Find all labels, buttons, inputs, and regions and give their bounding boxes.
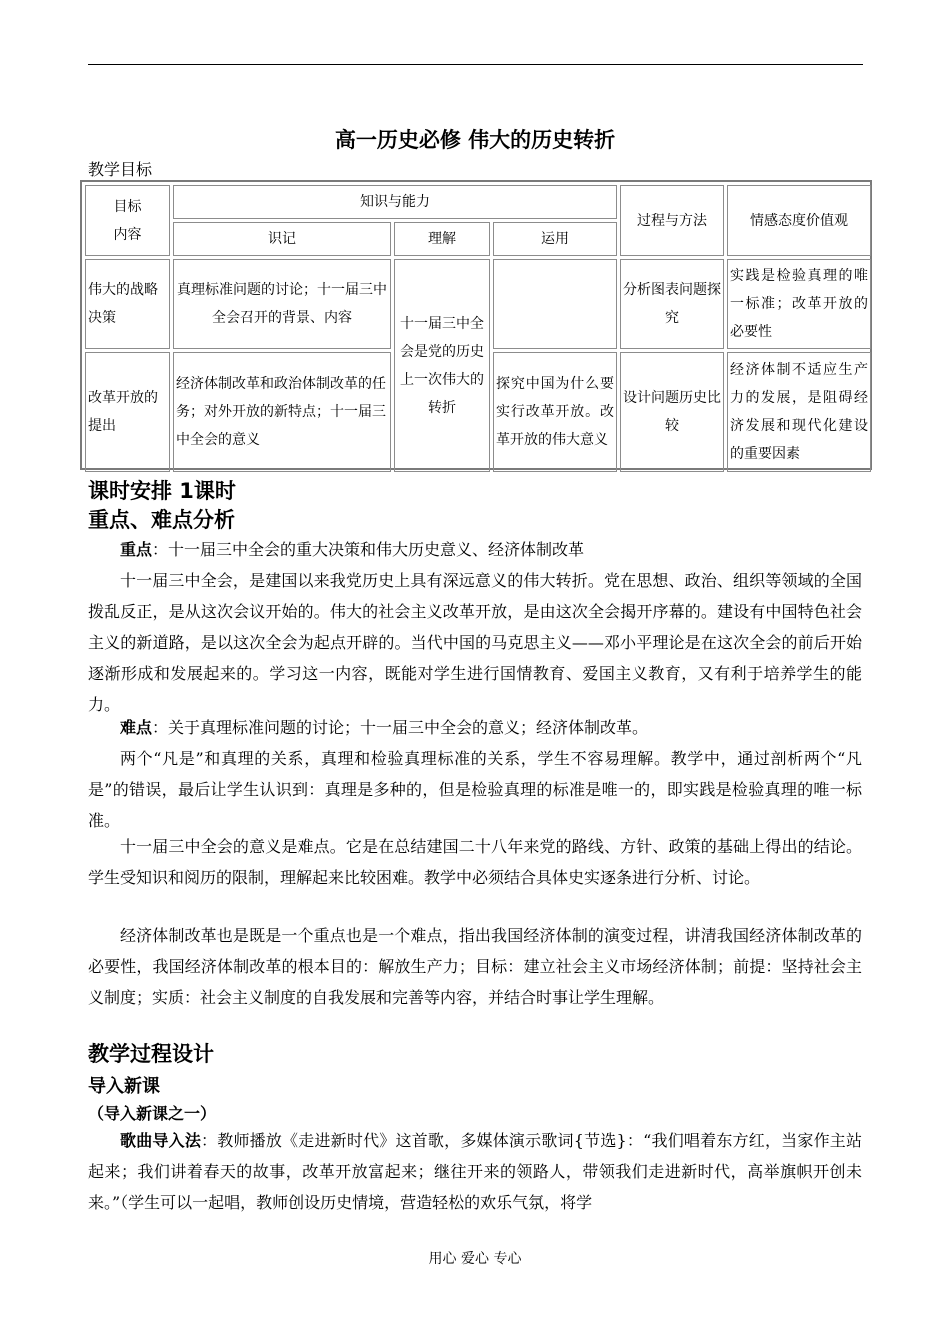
- understand-merged: 十一届三中全会是党的历史上一次伟大的转折: [394, 259, 490, 472]
- heading-intro: 导入新课: [88, 1076, 160, 1097]
- song-label: 歌曲导入法: [120, 1131, 202, 1150]
- focus-text: ：十一届三中全会的重大决策和伟大历史意义、经济体制改革: [152, 540, 585, 559]
- row1-emotion: 实践是检验真理的唯一标准；改革开放的必要性: [727, 259, 871, 349]
- row2-emotion: 经济体制不适应生产力的发展，是阻碍经济发展和现代化建设的重要因素: [727, 352, 871, 472]
- paragraph-4: 经济体制改革也是既是一个重点也是一个难点，指出我国经济体制的演变过程，讲清我国经济体制改革的必要性，我国经济体制改革的根本目的：解放生产力；目标：建立社会主义市场经济体制；前提：坚持社会主义制度；实质：社会主义制度的自我发展和完善等内容，并结合时事让学生理解。: [88, 926, 862, 1007]
- table-caption: 教学目标: [88, 160, 153, 179]
- paragraph-3: 十一届三中全会的意义是难点。它是在总结建国二十八年来党的路线、方针、政策的基础上得出的结论。学生受知识和阅历的限制，理解起来比较困难。教学中必须结合具体史实逐条进行分析、讨论。: [88, 837, 862, 887]
- header-target-line1: 目标: [113, 198, 142, 215]
- difficulty-paragraph: [88, 712, 862, 743]
- row2-content: 改革开放的提出: [85, 352, 170, 472]
- focus-label: 重点: [120, 540, 153, 559]
- paragraph-2: 两个“凡是”和真理的关系，真理和检验真理标准的关系，学生不容易理解。教学中，通过剖析两个“凡是”的错误，最后让学生认识到：真理是多种的，但是检验真理的标准是唯一的，即实践是检验真理的唯一标准。: [88, 749, 862, 830]
- paragraph-1: 十一届三中全会，是建国以来我党历史上具有深远意义的伟大转折。党在思想、政治、组织等领域的全国拨乱反正，是从这次会议开始的。伟大的社会主义改革开放，是由这次全会揭开序幕的。建设有中国特色社会主义的新道路，是以这次全会为起点开辟的。当代中国的马克思主义——邓小平理论是在这次全会的前后开始逐渐形成和发展起来的。学习这一内容，既能对学生进行国情教育、爱国主义教育，又有利于培养学生的能力。: [88, 571, 862, 714]
- header-target-line2: 内容: [113, 226, 142, 243]
- teaching-goals-table: [80, 180, 872, 470]
- difficulty-text: ：关于真理标准问题的讨论；十一届三中全会的意义；经济体制改革。: [152, 718, 649, 737]
- heading-schedule: 课时安排 1课时: [88, 479, 236, 503]
- document-title: 高一历史必修 伟大的历史转折: [334, 128, 616, 152]
- row1-content: 伟大的战略决策: [85, 259, 170, 349]
- heading-intro-1: （导入新课之一）: [88, 1104, 217, 1123]
- row2-process: 设计问题历史比较: [620, 352, 724, 472]
- difficulty-label: 难点: [120, 718, 153, 737]
- header-process: 过程与方法: [620, 185, 724, 256]
- heading-process: 教学过程设计: [88, 1042, 214, 1066]
- song-text: ：教师播放《走进新时代》这首歌，多媒体演示歌词{节选}：“我们唱着东方红，当家作主站起来；我们讲着春天的故事，改革开放富起来；继往开来的领路人，带领我们走进新时代，高举旗帜开创未来。”（学生可以一起唱，教师创设历史情境，营造轻松的欢乐气氛，将学: [88, 1131, 862, 1212]
- header-memorize: 识记: [173, 222, 391, 256]
- row1-process: 分析图表问题探究: [620, 259, 724, 349]
- header-knowledge: 知识与能力: [173, 185, 617, 219]
- row2-memorize: 经济体制改革和政治体制改革的任务；对外开放的新特点；十一届三中全会的意义: [173, 352, 391, 472]
- row1-apply: [493, 259, 617, 349]
- focus-paragraph: [88, 534, 862, 565]
- heading-keypoints: 重点、难点分析: [88, 508, 235, 532]
- header-understand: 理解: [394, 222, 490, 256]
- header-apply: 运用: [493, 222, 617, 256]
- header-emotion: 情感态度价值观: [727, 185, 871, 256]
- row1-memorize: 真理标准问题的讨论；十一届三中全会召开的背景、内容: [173, 259, 391, 349]
- header-target-cell: [85, 185, 170, 256]
- page-footer: 用心 爱心 专心: [428, 1251, 522, 1267]
- song-paragraph: [88, 1125, 862, 1218]
- row2-apply: 探究中国为什么要实行改革开放。改革开放的伟大意义: [493, 352, 617, 472]
- header-rule: [88, 64, 863, 65]
